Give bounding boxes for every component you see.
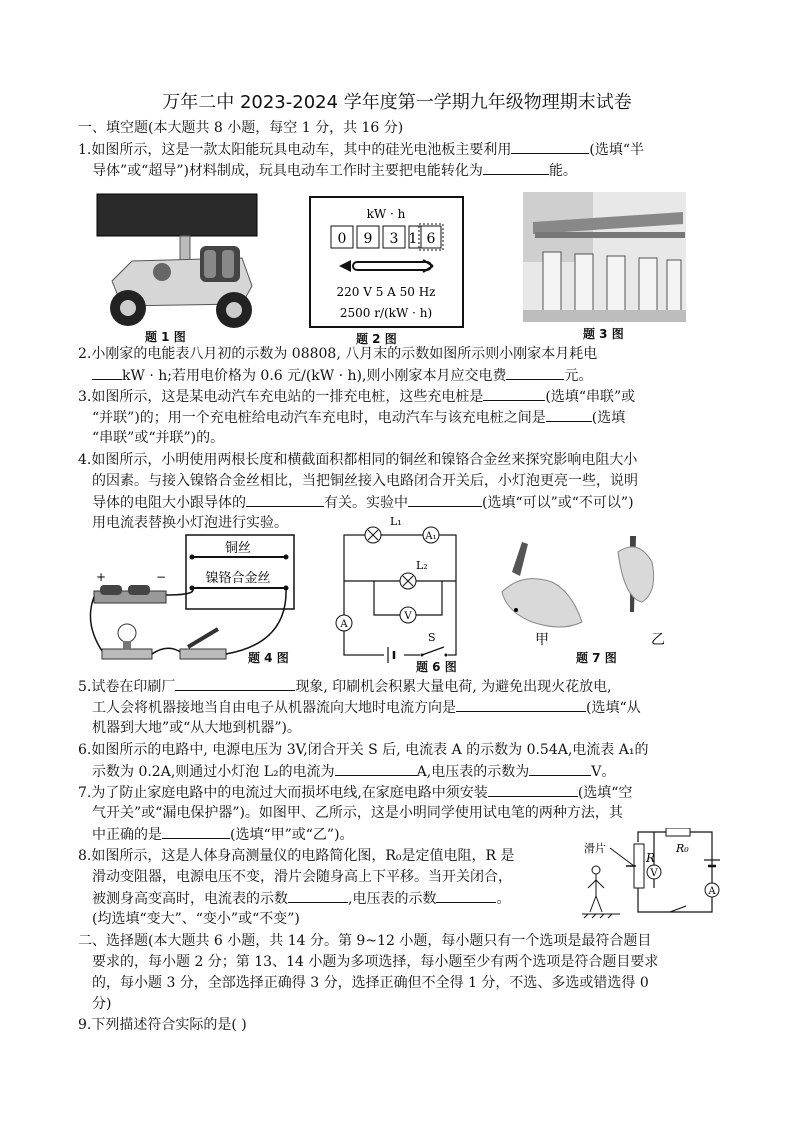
positive-terminal-label: + bbox=[96, 570, 107, 584]
answer-blank[interactable] bbox=[456, 697, 586, 712]
figure-7-caption: 题 7 图 bbox=[576, 651, 617, 665]
page-title: 万年二中 2023-2024 学年度第一学期九年级物理期末试卷 bbox=[162, 92, 632, 113]
meter-unit-label: kW · h bbox=[366, 207, 406, 221]
hand-holding-test-pencil-b bbox=[618, 536, 654, 612]
section-heading-choice-line-1: 二、选择题(本大题共 6 小题，共 14 分。第 9~12 小题，每小题只有一个选项是最符合题目 bbox=[78, 933, 652, 949]
switch-label: S bbox=[428, 631, 436, 644]
nichrome-wire-label: 镍铬合金丝 bbox=[205, 571, 271, 586]
question-3-line-1: 3.如图所示，这是某电动汽车充电站的一排充电桩，这些充电桩是 (选填“串联”或 bbox=[78, 386, 635, 408]
section-heading-choice-line-4: 分) bbox=[92, 996, 112, 1012]
question-7-line-1: 7.为了防止家庭电路中的电流过大而损坏电线,在家庭电路中须安装 (选填“空 bbox=[78, 782, 632, 804]
resistor-r0 bbox=[666, 828, 690, 836]
question-1-line-1: 1.如图所示，这是一款太阳能玩具电动车，其中的硅光电池板主要利用 (选填“半 bbox=[78, 139, 644, 161]
answer-blank[interactable] bbox=[162, 824, 230, 839]
answer-blank[interactable] bbox=[175, 676, 295, 691]
answer-blank[interactable] bbox=[408, 492, 482, 507]
meter-digit: 3 bbox=[389, 231, 399, 247]
question-5-line-2: 工人会将机器接地当自由电子从机器流向大地时电流方向是 (选填“从 bbox=[92, 697, 641, 719]
question-3-line-2: “并联”)的；用一个充电桩给电动汽车充电时，电动汽车与该充电桩之间是 (选填 bbox=[92, 407, 625, 429]
ammeter-label: A bbox=[708, 886, 716, 897]
meter-digit: 1 bbox=[408, 231, 418, 247]
method-yi-label: 乙 bbox=[651, 632, 665, 648]
question-8-line-4: (均选填“变大”、“变小”或“不变”) bbox=[92, 911, 300, 927]
answer-blank[interactable] bbox=[335, 761, 417, 776]
section-heading-fill-blank: 一、填空题(本大题共 8 小题，每空 1 分，共 16 分) bbox=[78, 120, 404, 136]
charging-station-figure bbox=[523, 192, 686, 322]
answer-blank[interactable] bbox=[529, 761, 591, 776]
question-4-line-4: 用电流表替换小灯泡进行实验。 bbox=[92, 515, 288, 531]
figure-4-caption: 题 4 图 bbox=[248, 651, 289, 665]
meter-digit: 0 bbox=[337, 231, 347, 247]
person-figure bbox=[582, 866, 620, 918]
section-heading-choice-line-3: 的，每小题 3 分，全部选择正确得 3 分，选择正确但不全得 1 分，不选、多选或错选得 0 bbox=[92, 975, 649, 991]
question-2-line-1: 2.小刚家的电能表八月初的示数为 08808, 八月末的示数如图所示则小刚家本月耗电 bbox=[78, 346, 598, 362]
answer-blank[interactable] bbox=[546, 407, 592, 422]
lamp-l2-label: L₂ bbox=[416, 559, 428, 572]
negative-terminal-label: − bbox=[156, 570, 167, 584]
height-meter-circuit-figure bbox=[580, 828, 722, 922]
question-6-line-1: 6.如图所示的电路中, 电源电压为 3V,闭合开关 S 后, 电流表 A 的示数为 0.54A,电流表 A₁的 bbox=[78, 742, 649, 758]
section-heading-choice-line-2: 要求的，每小题 2 分；第 13、14 小题为多项选择，每小题至少有两个选项是符合题目要求 bbox=[92, 954, 659, 970]
question-8-line-3: 被测身高变高时，电流表的示数 ,电压表的示数 。 bbox=[92, 888, 510, 910]
question-4-line-1: 4.如图所示，小明使用两根长度和横截面积都相同的铜丝和镍铬合金丝来探究影响电阻大小 bbox=[78, 452, 638, 468]
hand-holding-test-pencil-a bbox=[502, 542, 582, 627]
question-1-line-2: 导体”或“超导”)材料制成，玩具电动车工作时主要把电能转化为 能。 bbox=[92, 160, 577, 182]
resistor-r0-label: R₀ bbox=[676, 842, 689, 855]
question-8-line-2: 滑动变阻器，电源电压不变，滑片会随身高上下平移。当开关闭合， bbox=[92, 869, 512, 885]
question-9: 9.下列描述符合实际的是( ) bbox=[78, 1017, 247, 1033]
figure-6-caption: 题 6 图 bbox=[416, 660, 457, 674]
circuit-diagram-question-6 bbox=[328, 513, 468, 663]
answer-blank[interactable] bbox=[511, 139, 589, 154]
question-5-line-3: 机器到大地”或“从大地到机器”)。 bbox=[92, 720, 301, 736]
meter-spec-label: 220 V 5 A 50 Hz bbox=[336, 285, 436, 299]
answer-blank[interactable] bbox=[436, 888, 496, 903]
energy-meter-figure bbox=[309, 196, 464, 328]
question-7-line-2: 气开关”或“漏电保护器”)。如图甲、乙所示，这是小明同学使用试电笔的两种方法，其 bbox=[92, 805, 623, 821]
test-pencil-figure bbox=[492, 532, 702, 652]
question-4-line-2: 的因素。与接入镍铬合金丝相比，当把铜丝接入电路闭合开关后，小灯泡更亮一些，说明 bbox=[92, 473, 638, 489]
ammeter-a-label: A bbox=[340, 619, 348, 630]
rheostat-r-label: R bbox=[646, 851, 656, 865]
solar-toy-car-figure bbox=[92, 186, 262, 336]
answer-blank[interactable] bbox=[488, 782, 578, 797]
question-4-line-3: 导体的电阻大小跟导体的 有关。实验中 (选填“可以”或“不可以”) bbox=[92, 492, 634, 514]
meter-rate-label: 2500 r/(kW · h) bbox=[339, 306, 433, 320]
figure-1-caption: 题 1 图 bbox=[145, 330, 186, 344]
method-jia-label: 甲 bbox=[535, 632, 549, 648]
meter-digit: 9 bbox=[363, 231, 373, 247]
switch bbox=[670, 906, 686, 912]
question-2-line-2: kW · h;若用电价格为 0.6 元/(kW · h),则小刚家本月应交电费 元。 bbox=[92, 365, 592, 387]
question-6-line-2: 示数为 0.2A,则通过小灯泡 L₂的电流为 A,电压表的示数为 V。 bbox=[92, 761, 615, 783]
lamp-l2 bbox=[400, 573, 416, 589]
answer-blank[interactable] bbox=[288, 888, 348, 903]
figure-2-caption: 题 2 图 bbox=[356, 332, 397, 346]
figure-3-caption: 题 3 图 bbox=[583, 327, 624, 341]
answer-blank[interactable] bbox=[92, 365, 122, 380]
question-8-line-1: 8.如图所示，这是人体身高测量仪的电路简化图，R₀是定值电阻，R 是 bbox=[78, 848, 515, 864]
answer-blank[interactable] bbox=[483, 386, 545, 401]
voltmeter-label: V bbox=[404, 611, 412, 622]
copper-wire-label: 铜丝 bbox=[224, 541, 252, 556]
slider-label: 滑片 bbox=[584, 842, 606, 855]
lamp-l1-label: L₁ bbox=[390, 515, 402, 528]
resistance-experiment-figure bbox=[88, 533, 296, 663]
answer-blank[interactable] bbox=[246, 492, 324, 507]
question-7-line-3: 中正确的是 (选填“甲”或“乙”)。 bbox=[92, 824, 354, 846]
ammeter-a1-label: A₁ bbox=[425, 531, 437, 542]
voltmeter-label: V bbox=[650, 868, 658, 879]
answer-blank[interactable] bbox=[483, 160, 549, 175]
question-5-line-1: 5.试卷在印刷厂 现象, 印刷机会积累大量电荷, 为避免出现火花放电, bbox=[78, 676, 612, 698]
lamp-l1 bbox=[365, 527, 381, 543]
meter-digit: 6 bbox=[426, 231, 436, 247]
answer-blank[interactable] bbox=[506, 365, 564, 380]
question-3-line-3: “串联”或“并联”)的。 bbox=[92, 430, 225, 446]
